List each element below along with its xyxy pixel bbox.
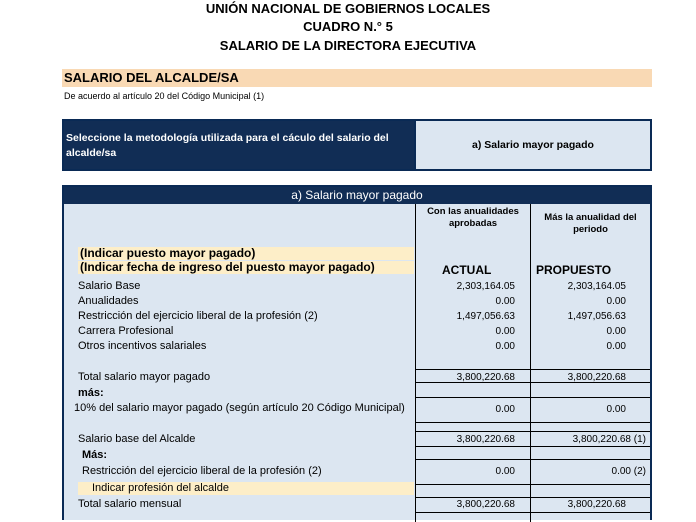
indicate-position-field[interactable]: (Indicar puesto mayor pagado) [78, 247, 414, 260]
row-label: Anualidades [78, 295, 139, 307]
row-propuesto: 0.00 [606, 296, 626, 307]
report-org-title: UNIÓN NACIONAL DE GOBIERNOS LOCALES [205, 1, 491, 16]
mas-label: más: [78, 387, 104, 399]
mas-label: Más: [82, 449, 108, 461]
base-alcalde-propuesto: 3,800,220.68 (1) [572, 434, 646, 445]
methodology-answer-select[interactable]: a) Salario mayor pagado [416, 121, 650, 169]
total-mensual-actual: 3,800,220.68 [456, 499, 515, 510]
row-label: Salario Base [78, 280, 141, 292]
total-mayor-propuesto: 3,800,220.68 [567, 372, 626, 383]
pct-actual: 0.00 [495, 404, 515, 415]
row-propuesto: 0.00 [606, 326, 626, 337]
restriccion-actual: 0.00 [495, 466, 515, 477]
methodology-question: Seleccione la metodología utilizada para el cáculo del salario del alcalde/sa [64, 121, 414, 169]
total-mensual-label: Total salario mensual [78, 498, 182, 510]
indicate-profession-field[interactable]: Indicar profesión del alcalde [92, 482, 229, 494]
indicate-date-field[interactable]: (Indicar fecha de ingreso del puesto mayor pagado) [78, 261, 414, 274]
row-label: Otros incentivos salariales [78, 340, 207, 352]
row-label: Restricción del ejercicio liberal de la profesión (2) [78, 310, 318, 322]
total-mayor-actual: 3,800,220.68 [456, 372, 515, 383]
col-actual-header: Con las anualidades aprobadas [427, 206, 519, 229]
row-propuesto: 1,497,056.63 [567, 311, 626, 322]
base-alcalde-actual: 3,800,220.68 [456, 434, 515, 445]
pct-propuesto: 0.00 [606, 404, 626, 415]
row-propuesto: 2,303,164.05 [567, 281, 626, 292]
row-actual: 0.00 [495, 341, 515, 352]
pct-label: 10% del salario mayor pagado (según artículo 20 Código Municipal) [74, 402, 405, 414]
restriccion-propuesto: 0.00 (2) [611, 466, 646, 477]
table-title: a) Salario mayor pagado [64, 187, 650, 204]
row-actual: 1,497,056.63 [456, 311, 515, 322]
row-label: Carrera Profesional [78, 325, 174, 337]
row-propuesto: 0.00 [606, 341, 626, 352]
section-note: De acuerdo al artículo 20 del Código Municipal (1) [64, 91, 265, 101]
base-alcalde-label: Salario base del Alcalde [78, 433, 196, 445]
total-mayor-label: Total salario mayor pagado [78, 371, 211, 383]
col-propuesto-header: Más la anualidad del periodo [544, 212, 637, 235]
section-title: SALARIO DEL ALCALDE/SA [62, 69, 652, 87]
salary-table [62, 185, 652, 520]
row-actual: 0.00 [495, 326, 515, 337]
report-subtitle: SALARIO DE LA DIRECTORA EJECUTIVA [219, 38, 477, 53]
report-table-number: CUADRO N.° 5 [303, 19, 393, 34]
methodology-selector [62, 119, 652, 171]
row-actual: 2,303,164.05 [456, 281, 515, 292]
total-mensual-propuesto: 3,800,220.68 [567, 499, 626, 510]
restriccion-label: Restricción del ejercicio liberal de la profesión (2) [82, 465, 322, 477]
row-actual: 0.00 [495, 296, 515, 307]
col-actual-label: ACTUAL [442, 263, 492, 277]
col-propuesto-label: PROPUESTO [536, 263, 612, 277]
